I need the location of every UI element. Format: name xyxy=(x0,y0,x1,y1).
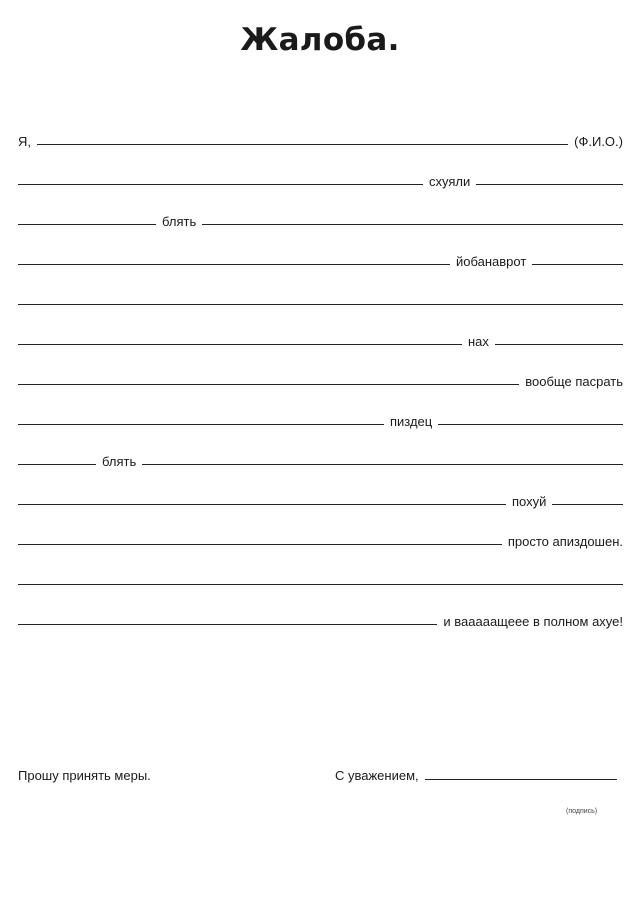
form-line-10 xyxy=(18,488,623,508)
blank[interactable] xyxy=(202,224,623,225)
blank[interactable] xyxy=(476,184,623,185)
blank[interactable] xyxy=(18,264,450,265)
form-word: йобанаврот xyxy=(456,254,527,269)
request-text: Прошу принять меры. xyxy=(18,768,151,783)
form-line-11 xyxy=(18,528,623,548)
form-line-13 xyxy=(18,608,623,628)
blank[interactable] xyxy=(18,304,623,305)
blank[interactable] xyxy=(18,184,423,185)
blank[interactable] xyxy=(18,464,96,465)
blank[interactable] xyxy=(18,584,623,585)
form-word: схуяли xyxy=(429,174,471,189)
form-line-4 xyxy=(18,248,623,268)
form-line-5 xyxy=(18,288,623,308)
form-line-6 xyxy=(18,328,623,348)
blank[interactable] xyxy=(495,344,623,345)
form-word: нах xyxy=(468,334,489,349)
name-caption: (Ф.И.О.) xyxy=(574,134,623,149)
form-word: блять xyxy=(162,214,197,229)
blank[interactable] xyxy=(18,504,506,505)
form-word: пиздец xyxy=(390,414,433,429)
regards-text: С уважением, xyxy=(335,768,419,783)
signature-caption: (подпись) xyxy=(566,808,598,815)
blank[interactable] xyxy=(438,424,623,425)
blank[interactable] xyxy=(142,464,623,465)
form-line-7 xyxy=(18,368,623,388)
form-line-9 xyxy=(18,448,623,468)
name-blank[interactable] xyxy=(37,144,568,145)
blank[interactable] xyxy=(532,264,623,265)
blank[interactable] xyxy=(18,384,519,385)
form-line-3 xyxy=(18,208,623,228)
name-prefix: Я, xyxy=(18,134,31,149)
blank[interactable] xyxy=(18,544,502,545)
page-title: Жалоба. xyxy=(240,22,400,58)
form-line-1 xyxy=(18,128,623,148)
form-line-12 xyxy=(18,568,623,588)
blank[interactable] xyxy=(18,344,462,345)
form-word: просто апиздошен. xyxy=(507,534,623,549)
form-line-8 xyxy=(18,408,623,428)
blank[interactable] xyxy=(18,424,384,425)
blank[interactable] xyxy=(552,504,623,505)
form-line-2 xyxy=(18,168,623,188)
signature-blank[interactable] xyxy=(425,779,617,780)
blank[interactable] xyxy=(18,224,156,225)
signature-row xyxy=(335,763,617,783)
form-word: блять xyxy=(102,454,137,469)
blank[interactable] xyxy=(18,624,437,625)
form-word: вообще пасрать xyxy=(525,374,623,389)
form-word: похуй xyxy=(512,494,547,509)
form-word: и вааааащеее в полном ахуе! xyxy=(443,614,623,629)
